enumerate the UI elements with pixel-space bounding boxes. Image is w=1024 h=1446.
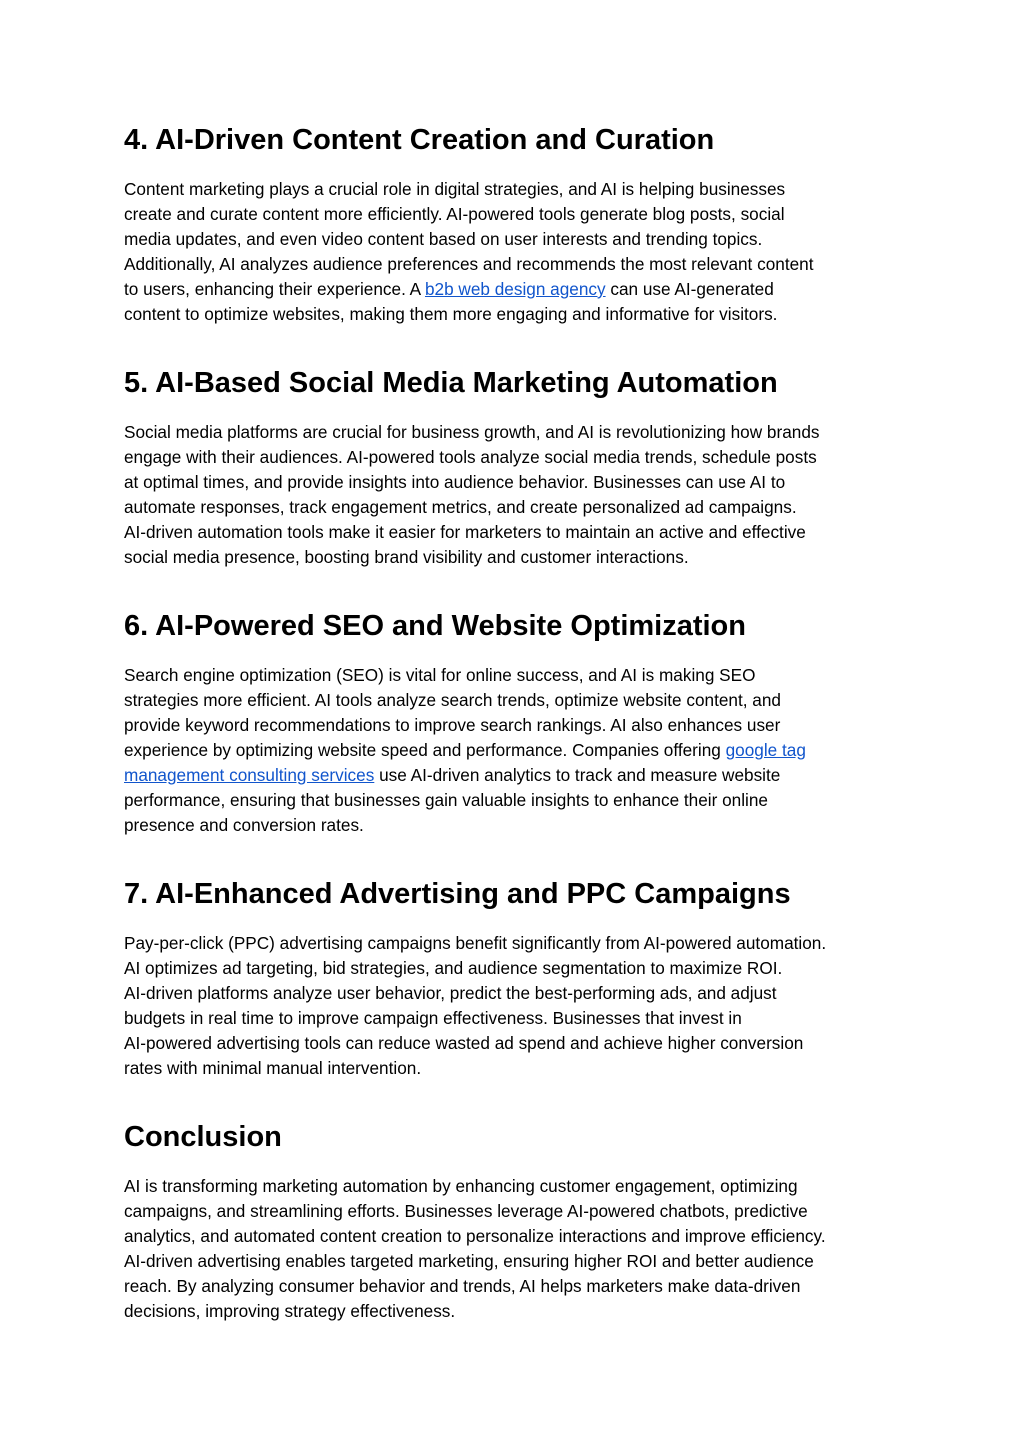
b2b-web-design-agency-link[interactable]: b2b web design agency — [424, 279, 606, 299]
section-conclusion — [124, 1115, 904, 1324]
section-content-creation — [124, 118, 904, 327]
document-page — [124, 118, 904, 1358]
section-paragraph — [124, 663, 904, 838]
section-paragraph — [124, 1174, 904, 1324]
section-heading: Conclusion — [124, 1121, 282, 1153]
paragraph-text: AI is transforming marketing automation by enhancing customer engagement, optimizing campaigns, and streamlining efforts. Businesses leverage AI-powered chatbots, predictive analytics, and automated content creation to personalize interactions and improve efficiency. AI-driven advertising enables targeted marketing, ensuring higher ROI and better audience reach. By analyzing consumer behavior and trends, AI helps marketers make data-driven decisions, improving strategy effectiveness. — [124, 1176, 826, 1321]
section-social-media — [124, 361, 904, 570]
section-heading: 4. AI-Driven Content Creation and Curation — [124, 124, 715, 156]
section-advertising — [124, 872, 904, 1081]
paragraph-text: Pay-per-click (PPC) advertising campaigns benefit significantly from AI-powered automation. AI optimizes ad targeting, bid strategies, and audience segmentation to maximize ROI. AI-driven platforms analyze user behavior, predict the best-performing ads, and adjust budgets in real time to improve campaign effectiveness. Businesses that invest in AI-powered advertising tools can reduce wasted ad spend and achieve higher conversion rates with minimal manual intervention. — [124, 933, 827, 1078]
paragraph-text: Social media platforms are crucial for business growth, and AI is revolutionizing how brands engage with their audiences. AI-powered tools analyze social media trends, schedule posts at optimal times, and provide insights into audience behavior. Businesses can use AI to automate responses, track engagement metrics, and create personalized ad campaigns. AI-driven automation tools make it easier for marketers to maintain an active and effective social media presence, boosting brand visibility and customer interactions. — [124, 422, 820, 567]
section-heading: 5. AI-Based Social Media Marketing Automation — [124, 367, 778, 399]
section-paragraph — [124, 420, 904, 570]
paragraph-text: Content marketing plays a crucial role in digital strategies, and AI is helping businesses create and curate content more efficiently. AI-powered tools generate blog posts, social media updates, and even video content based on user interests and trending topics. Additionally, AI analyzes audience preferences and recommends the most relevant content to users, enhancing their experience. A — [124, 179, 814, 299]
section-paragraph — [124, 177, 904, 327]
paragraph-text: use AI-driven analytics to track and measure website performance, ensuring that businesses gain valuable insights to enhance their online presence and conversion rates. — [124, 765, 781, 835]
section-heading: 7. AI-Enhanced Advertising and PPC Campaigns — [124, 878, 791, 910]
section-heading: 6. AI-Powered SEO and Website Optimization — [124, 610, 746, 642]
paragraph-text: Search engine optimization (SEO) is vital for online success, and AI is making SEO strategies more efficient. AI tools analyze search trends, optimize website content, and provide keyword recommendations to improve search rankings. AI also enhances user experience by optimizing website speed and performance. Companies offering — [124, 665, 781, 760]
google-tag-management-link[interactable]: google tag management consulting services — [124, 740, 806, 785]
section-paragraph — [124, 931, 904, 1081]
section-seo — [124, 604, 904, 838]
paragraph-text: can use AI-generated content to optimize websites, making them more engaging and informative for visitors. — [124, 279, 778, 324]
